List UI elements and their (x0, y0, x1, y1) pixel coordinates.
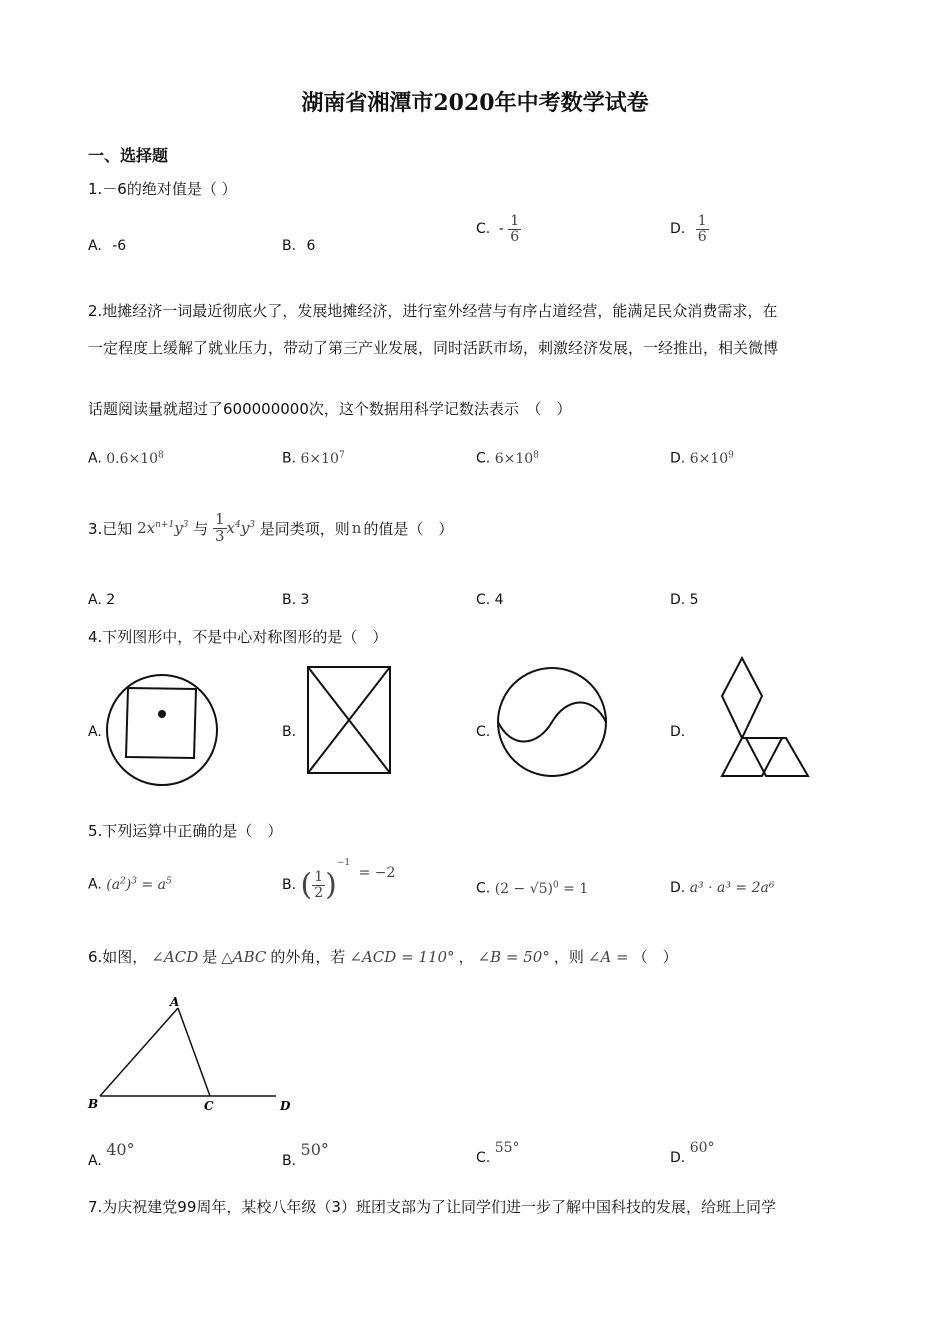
q4-option-a[interactable]: A. (88, 724, 102, 740)
figure-rectangle-diagonals (306, 665, 392, 775)
option-label: D. (670, 1150, 686, 1166)
point-a-label: A (170, 995, 180, 1009)
term-1: $2x^{n+1}y^3$ (137, 519, 189, 538)
point-b-label: B (88, 1097, 99, 1111)
fraction-numerator: 1 (697, 213, 707, 229)
point-c-label: C (204, 1099, 214, 1113)
option-value: $6\times 10^8$ (494, 450, 539, 467)
option-value: 6 (306, 238, 316, 254)
q4-option-b[interactable]: B. (282, 724, 297, 740)
option-label: D. (670, 221, 686, 238)
option-expression: $(a^2)^3 = a^5$ (106, 876, 172, 893)
q3-option-b[interactable]: B. 3 (282, 592, 310, 608)
option-value: $6\times 10^9$ (689, 450, 734, 467)
point-d-label: D (280, 1099, 291, 1113)
question-7-line-1: 7.为庆祝建党99周年，某校八年级（3）班团支部为了让同学们进一步了解中国科技的发展，给班上同学 (88, 1198, 776, 1216)
fraction-denominator: 6 (697, 228, 707, 245)
q1-option-a[interactable] (88, 238, 126, 254)
q5-option-b[interactable]: B. ( $\frac{1}{2}$ )$^{-1}$ = −2 (282, 858, 396, 903)
option-label: B. (282, 450, 297, 467)
triangle-figure (86, 996, 300, 1114)
q5-option-c[interactable] (476, 880, 588, 897)
q1-option-b[interactable] (282, 238, 315, 254)
q6-option-b[interactable] (282, 1140, 329, 1169)
q3-option-d[interactable]: D. 5 (670, 592, 699, 608)
option-label: B. (282, 1153, 297, 1169)
option-label: A. (88, 1153, 102, 1169)
q1-option-d[interactable] (670, 214, 709, 244)
option-label: B. (282, 877, 297, 893)
fraction-denominator: 6 (510, 228, 520, 245)
figure-circle-s-curve (496, 666, 608, 778)
page-title: 湖南省湘潭市2020年中考数学试卷 (301, 90, 649, 116)
option-label: A. (88, 876, 102, 893)
question-5-stem: 5.下列运算中正确的是（ ） (88, 822, 283, 840)
option-value: -6 (112, 238, 127, 254)
option-label: C. (476, 450, 491, 467)
question-6-stem: 6.如图， ∠ACD 是 △ABC 的外角，若 ∠ACD = 110° ， ∠B = 50° ，则 ∠A = （ ） (88, 948, 678, 966)
q3-option-c[interactable]: C. 4 (476, 592, 504, 608)
q4-option-c[interactable]: C. (476, 724, 491, 740)
option-label: B. (282, 238, 297, 254)
figure-three-rhombus (718, 656, 808, 778)
option-expression: $(2 - √5)^0 = 1$ (494, 880, 589, 897)
q6-option-a[interactable] (88, 1140, 135, 1169)
q3-option-a[interactable]: A. 2 (88, 592, 116, 608)
fraction: $\frac{1}{2}$ (314, 868, 324, 901)
q2-option-d[interactable] (670, 450, 734, 467)
question-1-stem: 1.－6的绝对值是（ ） (88, 180, 237, 198)
term-2: $x^4y^3$ (226, 519, 255, 538)
option-value: 55° (494, 1140, 520, 1156)
q5-option-a[interactable] (88, 876, 172, 893)
question-4-stem: 4.下列图形中，不是中心对称图形的是（ ） (88, 628, 388, 646)
option-label: D. (670, 450, 686, 467)
option-label: D. (670, 880, 686, 896)
option-value: 50° (300, 1140, 329, 1159)
q2-option-c[interactable] (476, 450, 539, 467)
fraction (508, 214, 521, 244)
option-label: A. (88, 238, 102, 254)
fraction-numerator: 1 (510, 213, 520, 229)
question-2-line-1: 2.地摊经济一词最近彻底火了，发展地摊经济，进行室外经营与有序占道经营，能满足民众消费需求，在 (88, 302, 778, 320)
q4-option-d[interactable]: D. (670, 724, 686, 740)
q1-option-c[interactable] (476, 214, 521, 244)
fraction (696, 214, 709, 244)
q2-option-a[interactable] (88, 450, 164, 467)
q2-option-b[interactable] (282, 450, 345, 467)
option-sign: - (498, 221, 504, 238)
question-2-line-2: 一定程度上缓解了就业压力，带动了第三产业发展，同时活跃市场，刺激经济发展，一经推出，相关微博 (88, 339, 779, 357)
option-label: C. (476, 1150, 491, 1166)
option-value: $0.6\times 10^8$ (106, 450, 164, 467)
option-label: C. (476, 221, 491, 238)
option-value: 40° (106, 1140, 135, 1159)
option-expression: a³ · a³ = 2a⁶ (689, 880, 775, 896)
option-label: A. (88, 450, 102, 467)
option-value: $6\times 10^7$ (300, 450, 345, 467)
q6-option-c[interactable] (476, 1140, 520, 1166)
question-3-stem: 3.已知 $2x^{n+1}y^3$ 与 $\frac{1}{3}$ $x^4y^3$ 是同类项，则 n 的值是（ ） (88, 510, 454, 545)
option-label: C. (476, 880, 491, 897)
fraction: $\frac{1}{3}$ (214, 510, 225, 545)
q6-option-d[interactable] (670, 1140, 715, 1166)
q5-option-d[interactable] (670, 880, 774, 896)
figure-circle-square (104, 672, 220, 788)
option-value: 60° (689, 1140, 715, 1156)
section-heading: 一、选择题 (88, 146, 169, 165)
question-2-line-3: 话题阅读量就超过了600000000次，这个数据用科学记数法表示 （ ） (88, 400, 572, 418)
